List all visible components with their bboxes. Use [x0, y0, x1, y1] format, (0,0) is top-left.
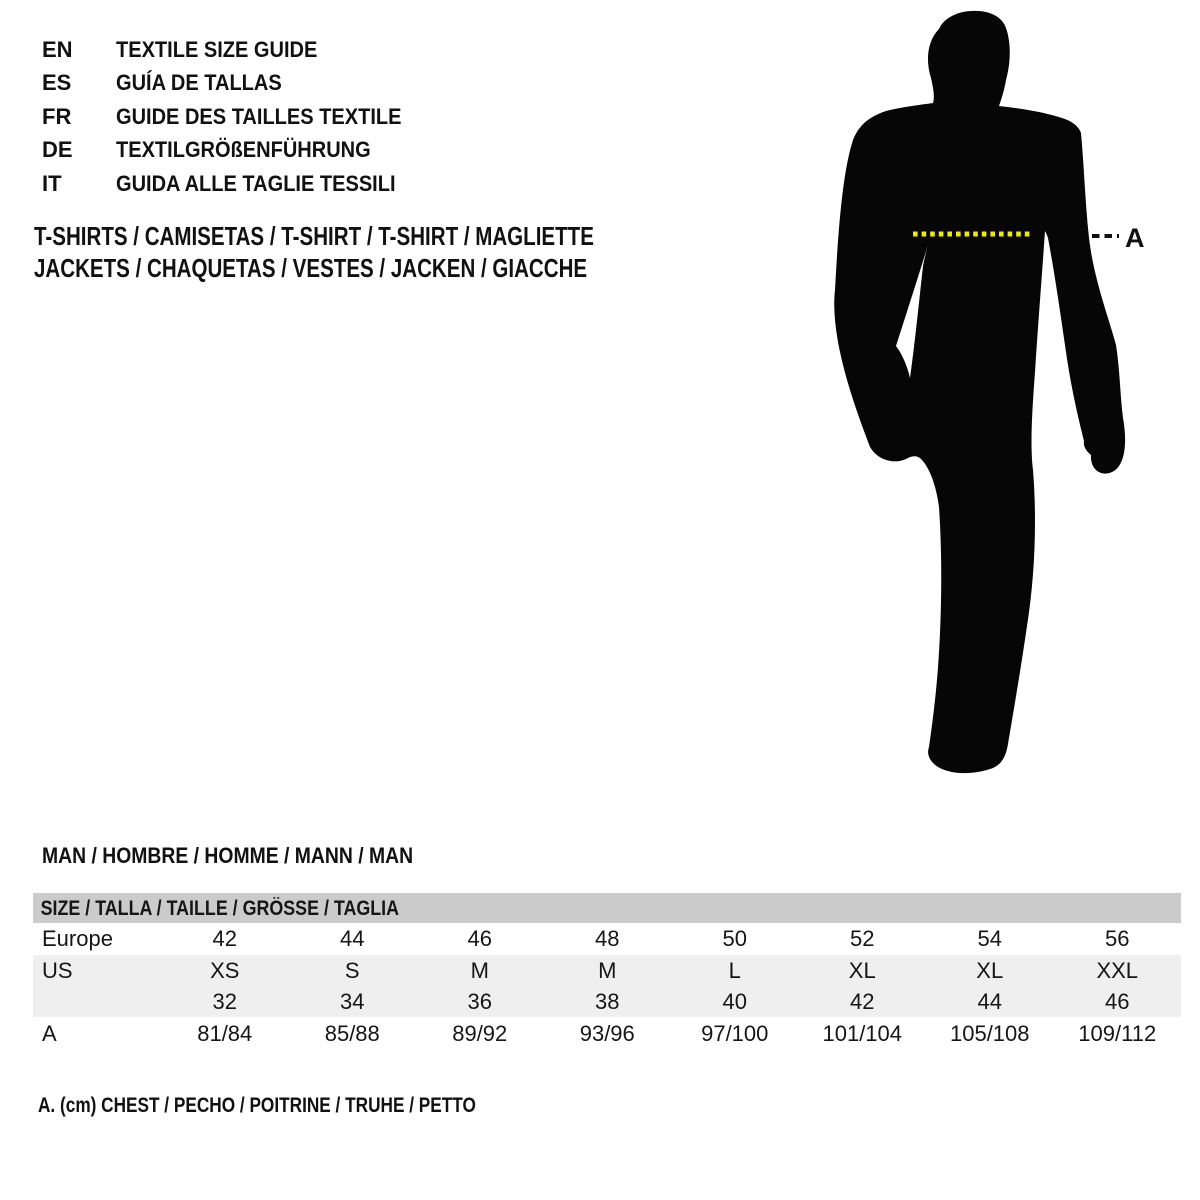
row-label: US: [42, 957, 73, 983]
table-cell: 44: [977, 988, 1002, 1014]
table-cell: 42: [850, 988, 875, 1014]
table-row-us: [33, 955, 1181, 986]
row-label: [33, 986, 161, 1017]
language-row-it: [42, 167, 430, 201]
table-cell: 44: [340, 926, 365, 951]
table-cell: 101/104: [822, 1020, 903, 1046]
table-cell: 46: [467, 926, 492, 951]
table-cell: XL: [976, 957, 1004, 983]
footnote-text: A. (cm) CHEST / PECHO / POITRINE / TRUHE / PETTO: [38, 1094, 476, 1117]
table-cell: 52: [850, 926, 875, 951]
man-silhouette-shape: [834, 11, 1125, 773]
table-cell: 109/112: [1078, 1020, 1157, 1046]
category-text: T-SHIRTS / CAMISETAS / T-SHIRT / T-SHIRT / MAGLIETTE: [34, 221, 594, 251]
table-cell: 46: [1105, 988, 1130, 1014]
language-label: GUÍA DE TALLAS: [116, 70, 282, 96]
size-table-header-row: [33, 893, 1181, 923]
footnote-chest-legend: [38, 1094, 572, 1118]
table-cell: 54: [977, 926, 1002, 951]
category-line-jackets: [34, 253, 734, 284]
category-text: JACKETS / CHAQUETAS / VESTES / JACKEN / GIACCHE: [34, 253, 588, 283]
table-cell: XS: [210, 957, 240, 983]
table-cell: M: [470, 957, 489, 983]
language-row-es: [42, 67, 430, 101]
table-cell: 42: [212, 926, 237, 951]
size-table-header-cell: [33, 893, 1181, 923]
table-cell: 38: [595, 988, 620, 1014]
language-row-en: [42, 33, 430, 67]
table-cell: 40: [722, 988, 747, 1014]
size-table: [33, 893, 1181, 1050]
table-row-numeric: [33, 986, 1181, 1017]
row-label: Europe: [42, 926, 113, 951]
language-label: GUIDA ALLE TAGLIE TESSILI: [116, 170, 396, 196]
table-cell: 32: [212, 988, 237, 1014]
language-code: ES: [42, 70, 72, 96]
size-table-header-text: SIZE / TALLA / TAILLE / GRÖSSE / TAGLIA: [40, 897, 399, 920]
language-code: DE: [42, 137, 73, 163]
row-label: A: [42, 1020, 57, 1046]
man-silhouette-figure: [820, 0, 1200, 800]
table-cell: XXL: [1096, 957, 1139, 983]
table-cell: M: [598, 957, 617, 983]
language-row-de: [42, 134, 430, 168]
table-cell: 105/108: [949, 1020, 1030, 1046]
table-cell: 97/100: [701, 1020, 769, 1046]
language-code: FR: [42, 103, 72, 129]
table-cell: 34: [340, 988, 365, 1014]
man-silhouette-svg: [820, 0, 1200, 800]
table-row-europe: [33, 923, 1181, 955]
table-cell: 48: [595, 926, 620, 951]
language-row-fr: [42, 100, 430, 134]
table-cell: 36: [467, 988, 492, 1014]
table-cell: 56: [1105, 926, 1130, 951]
language-label: TEXTILE SIZE GUIDE: [116, 36, 318, 62]
language-label: TEXTILGRÖßENFÜHRUNG: [116, 137, 371, 163]
measure-label-a: A: [1125, 223, 1145, 253]
table-row-chest-a: [33, 1017, 1181, 1050]
table-cell: 85/88: [324, 1020, 380, 1046]
language-list: [42, 33, 430, 201]
table-cell: 50: [722, 926, 747, 951]
language-code: IT: [42, 170, 62, 196]
section-title-man: [42, 843, 464, 869]
table-cell: XL: [848, 957, 876, 983]
table-cell: 89/92: [452, 1020, 508, 1046]
table-cell: 81/84: [197, 1020, 253, 1046]
section-title-text: MAN / HOMBRE / HOMME / MANN / MAN: [42, 843, 414, 868]
language-label: GUIDE DES TAILLES TEXTILE: [116, 103, 402, 129]
table-cell: S: [344, 957, 360, 983]
language-code: EN: [42, 36, 73, 62]
category-line-tshirts: [34, 221, 743, 252]
table-cell: L: [728, 957, 741, 983]
table-cell: 93/96: [579, 1020, 635, 1046]
